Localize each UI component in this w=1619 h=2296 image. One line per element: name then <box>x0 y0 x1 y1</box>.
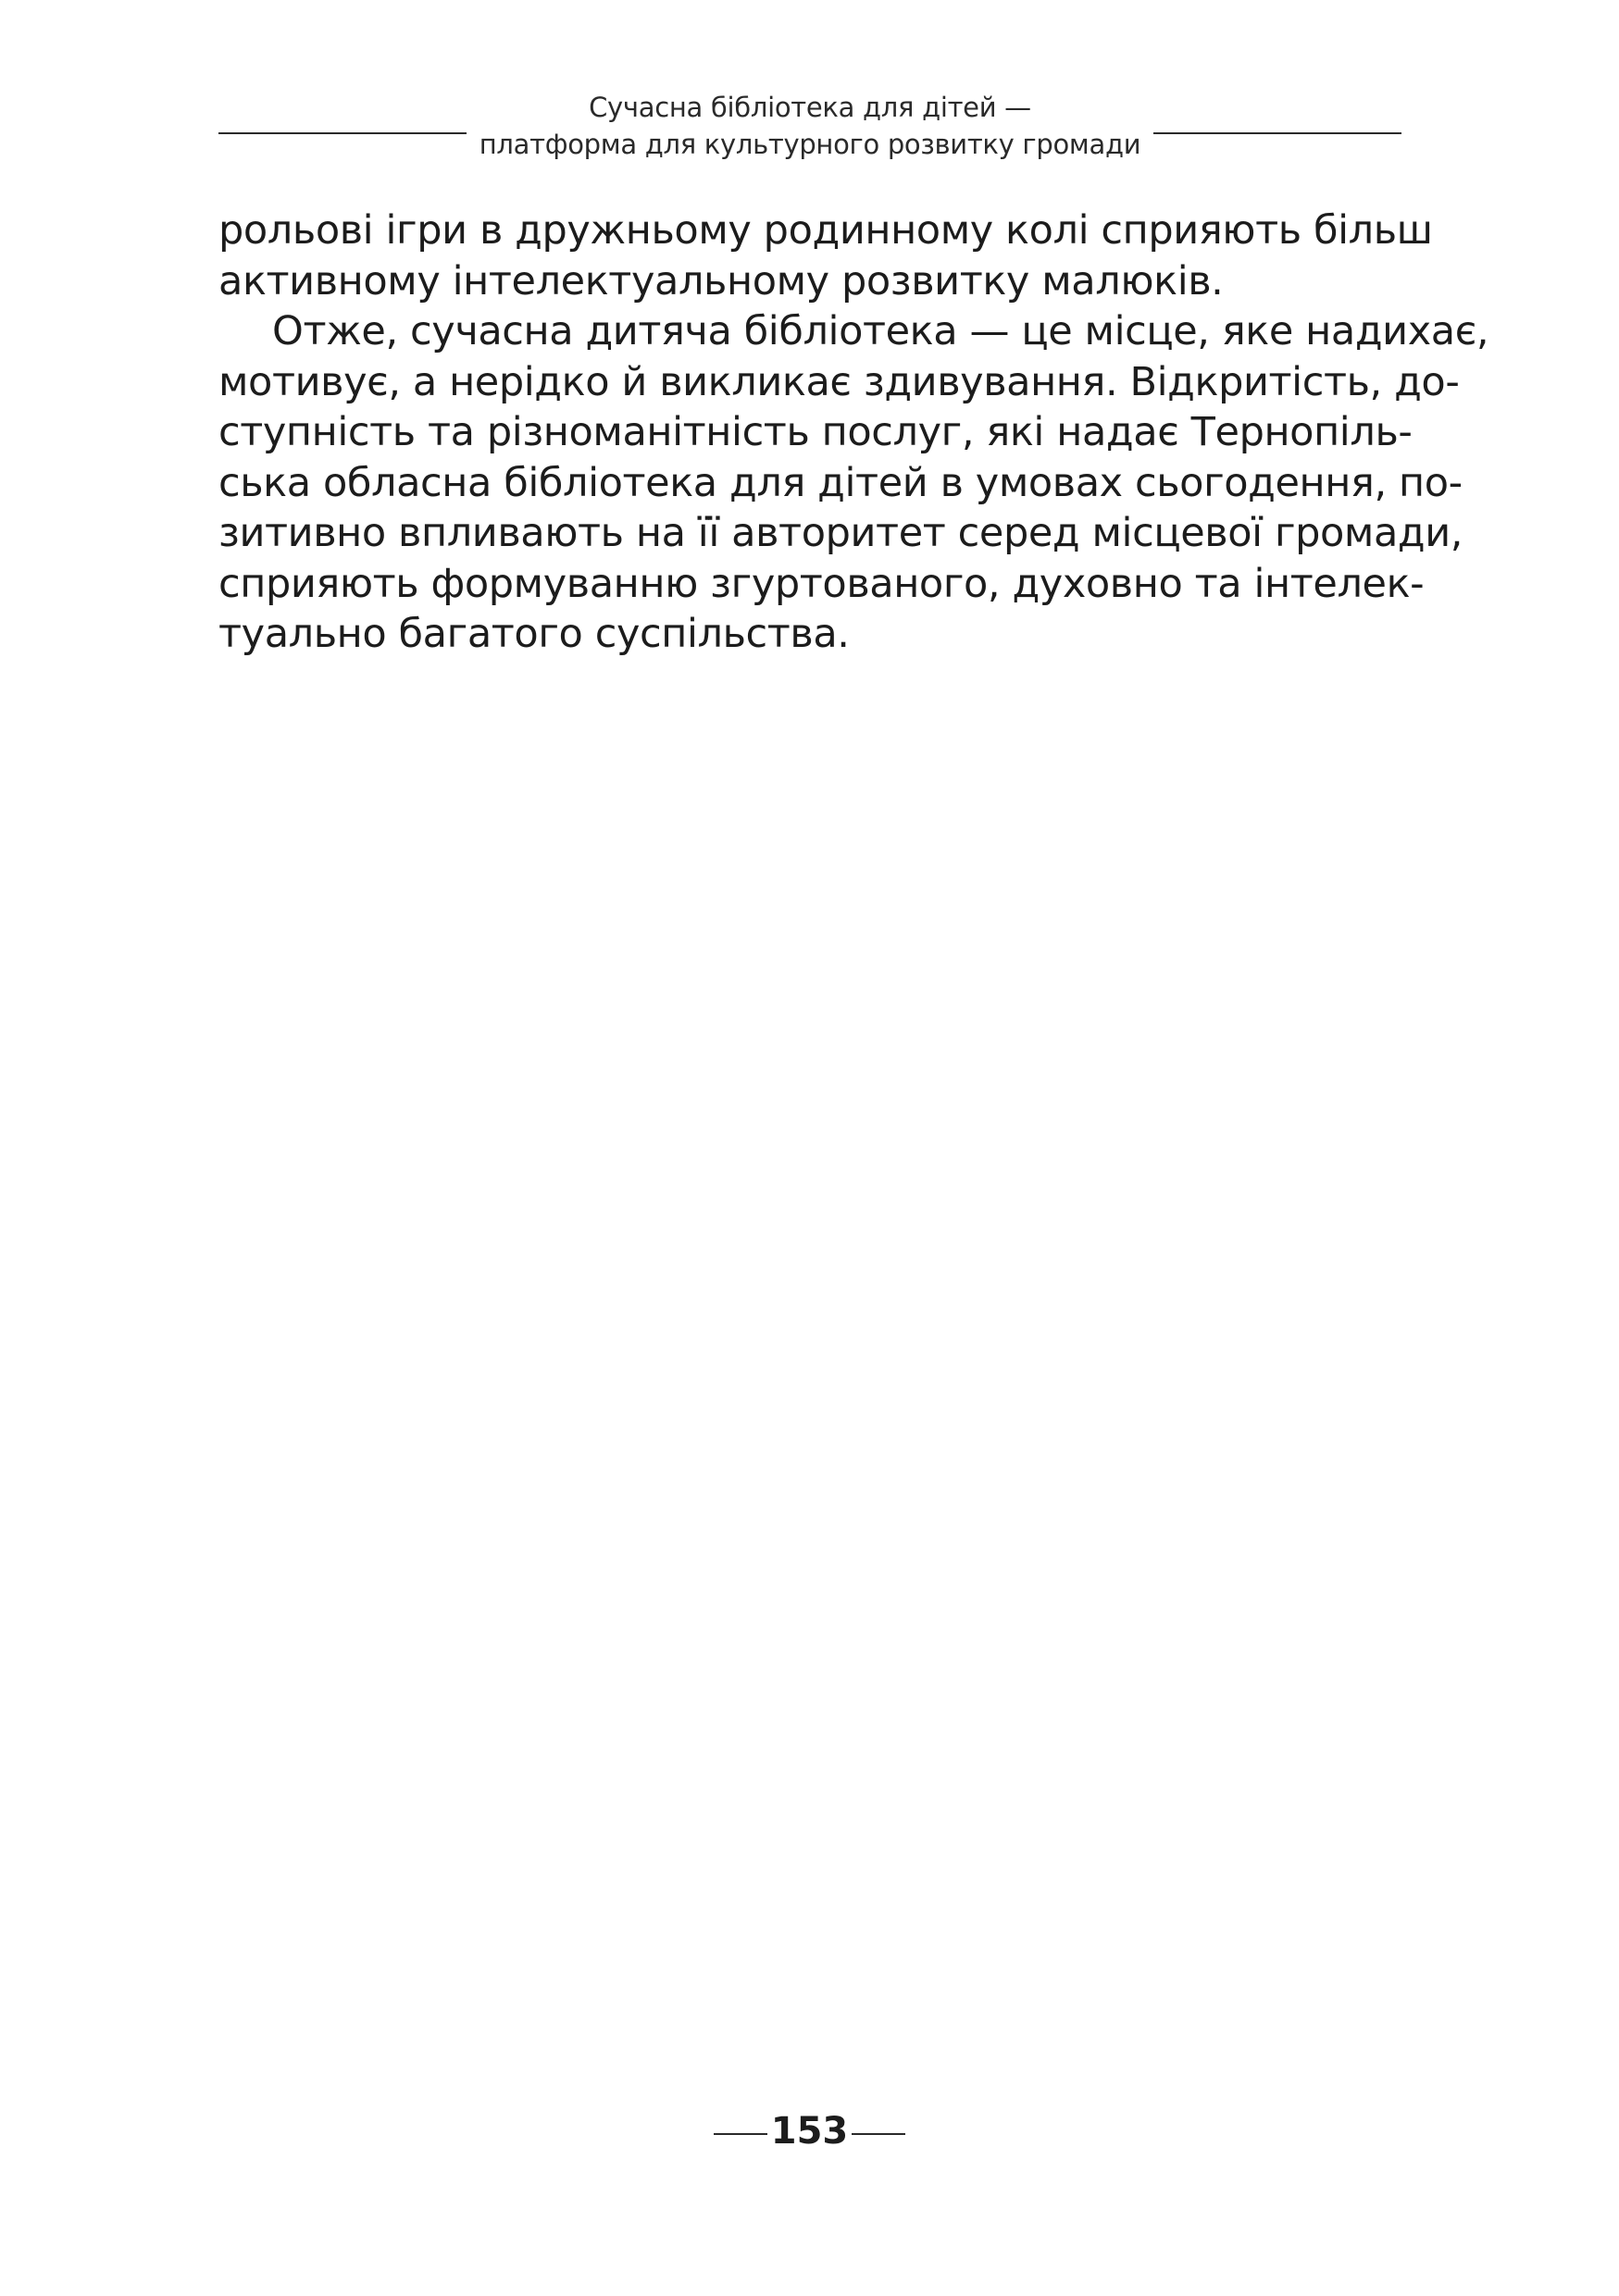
header-title-line-1: Сучасна бібліотека для дітей — <box>589 92 1031 123</box>
running-header-title <box>467 89 1153 163</box>
text-line: сприяють формуванню згуртованого, духовно та інтелек- <box>218 560 1425 607</box>
text-line: ступність та різноманітність послуг, які надає Тернопіль- <box>218 409 1413 455</box>
running-header <box>218 89 1401 172</box>
text-line: активному інтелектуальному розвитку малюків. <box>218 257 1224 304</box>
header-rule-left <box>218 132 467 134</box>
text-line: Отже, сучасна дитяча бібліотека — це місце, яке надихає, <box>272 308 1489 354</box>
header-rule-right <box>1153 132 1401 134</box>
text-line: мотивує, а нерідко й викликає здивування. Відкритість, до- <box>218 358 1460 405</box>
page-number-rule-left <box>714 2133 767 2135</box>
header-title-line-2: платформа для культурного розвитку громади <box>479 129 1141 160</box>
paragraph-2 <box>218 306 1489 660</box>
text-line: рольові ігри в дружньому родинному колі сприяють більш <box>218 207 1433 254</box>
page-number: 153 <box>770 2110 849 2153</box>
paragraph-1 <box>218 205 1433 306</box>
text-line: ська обласна бібліотека для дітей в умовах сьогодення, по- <box>218 459 1463 506</box>
body-text <box>218 205 1489 660</box>
text-line: туально багатого суспільства. <box>218 611 850 657</box>
page-number-rule-right <box>852 2133 905 2135</box>
page-footer <box>0 2108 1619 2154</box>
text-line: зитивно впливають на її авторитет серед місцевої громади, <box>218 510 1463 556</box>
